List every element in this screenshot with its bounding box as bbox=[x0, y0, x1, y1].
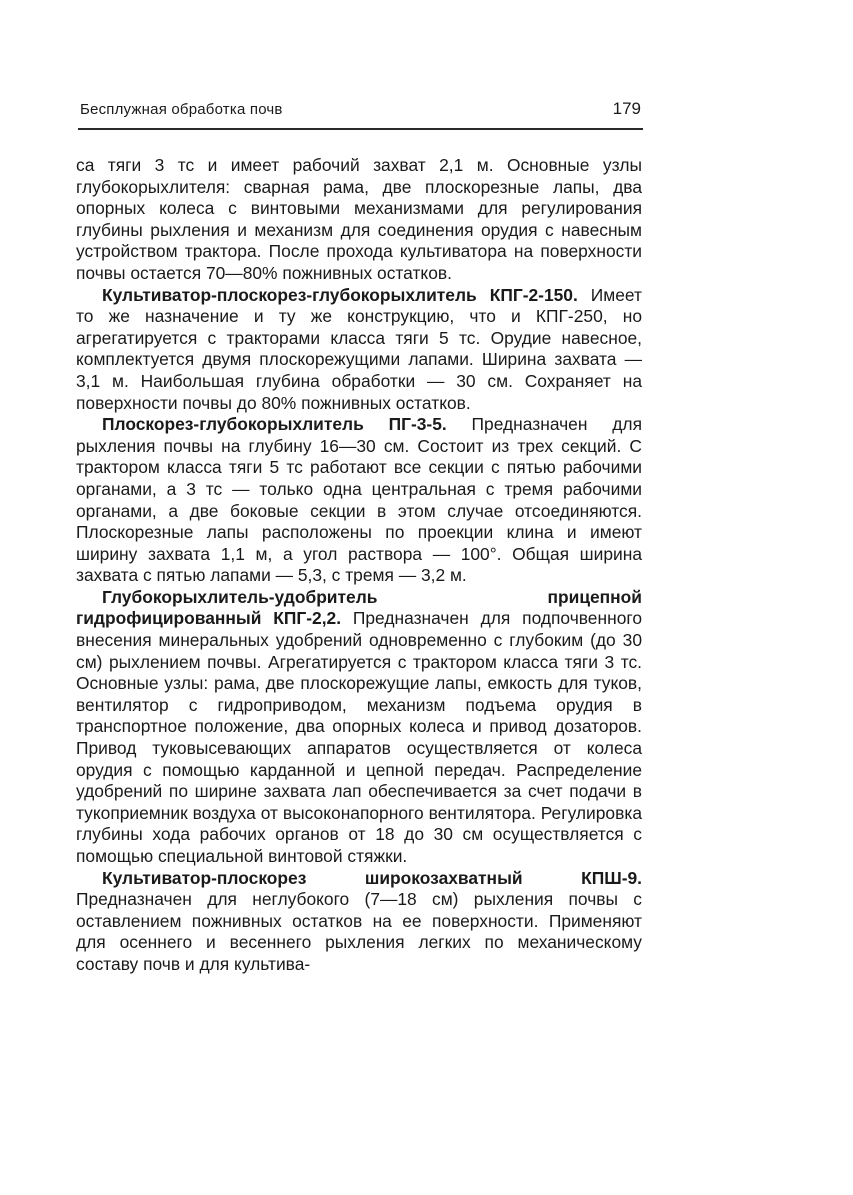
paragraph-kpsh-9 bbox=[76, 868, 642, 976]
running-head bbox=[80, 98, 641, 124]
paragraph-lead: Культиватор-плоскорез-глубокорыхлитель КПГ-2-150. bbox=[102, 284, 578, 305]
paragraph-lead: Плоскорез-глубокорыхлитель ПГ-3-5. bbox=[102, 414, 447, 435]
paragraph-text: Предназначен для подпочвенного внесения минеральных удобрений одновременно с глубоким (до 30 см) рыхлением почвы. Агрегатируется с трактором класса тяги 3 тс. Основные узлы: рама, две плоскорежущие лапы, емкость для туков, вентилятор с гидроприводом, механизм подъема орудия в транспортное положение, два опорных колеса и привод дозаторов. Привод туковысевающих аппаратов осуществляется от колеса орудия с помощью карданной и цепной передач. Распределение удобрений по ширине захвата лап обеспечивается за счет подачи в тукоприемник воздуха от высоконапорного вентилятора. Регулировка глубины хода рабочих органов от 18 до 30 см осуществляется с помощью специальной винтовой стяжки. bbox=[76, 608, 642, 866]
paragraph-lead: Глубокорыхлитель-удобритель прицепной гидрофицированный КПГ-2,2. bbox=[76, 586, 642, 629]
page-number: 179 bbox=[612, 99, 641, 118]
paragraph-text: Предназначен для рыхления почвы на глубину 16—30 см. Состоит из трех секций. С трактором класса тяги 5 тс работают все секции с пятью рабочими органами, а 3 тс — только одна центральная с тремя рабочими органами, а две боковые секции в этом случае отсоединяются. Плоскорезные лапы расположены по проекции клина и имеют ширину захвата 1,1 м, а угол раствора — 100°. Общая ширина захвата с пятью лапами — 5,3, с тремя — 3,2 м. bbox=[76, 414, 642, 586]
running-title: Бесплужная обработка почв bbox=[80, 101, 283, 118]
body-text bbox=[76, 155, 642, 976]
paragraph-pg-3-5 bbox=[76, 414, 642, 587]
paragraph-text: Предназначен для неглубокого (7—18 см) рыхления почвы с оставлением пожнивных остатков на ее поверхности. Применяют для осеннего и весеннего рыхления легких по механическому составу почв и для культива- bbox=[76, 889, 642, 974]
paragraph-lead: Культиватор-плоскорез широкозахватный КПШ-9. bbox=[102, 867, 642, 888]
paragraph-continuation bbox=[76, 155, 642, 285]
header-rule bbox=[78, 128, 643, 130]
paragraph-kpg-2-150 bbox=[76, 285, 642, 415]
paragraph-kpg-2-2 bbox=[76, 587, 642, 868]
paragraph-text: Имеет то же назначение и ту же конструкцию, что и КПГ-250, но агрегатируется с тракторами класса тяги 5 тс. Орудие навесное, комплектуется двумя плоскорежущими лапами. Ширина захвата — 3,1 м. Наибольшая глубина обработки — 30 см. Сохраняет на поверхности почвы до 80% пожнивных остатков. bbox=[76, 284, 642, 413]
paragraph-text: са тяги 3 тс и имеет рабочий захват 2,1 м. Основные узлы глубокорыхлителя: сварная рама, две плоскорезные лапы, два опорных колеса с винтовыми механизмами для регулирования глубины рыхления и механизм для соединения орудия с навесным устройством трактора. После прохода культиватора на поверхности почвы остается 70—80% пожнивных остатков. bbox=[76, 155, 642, 283]
